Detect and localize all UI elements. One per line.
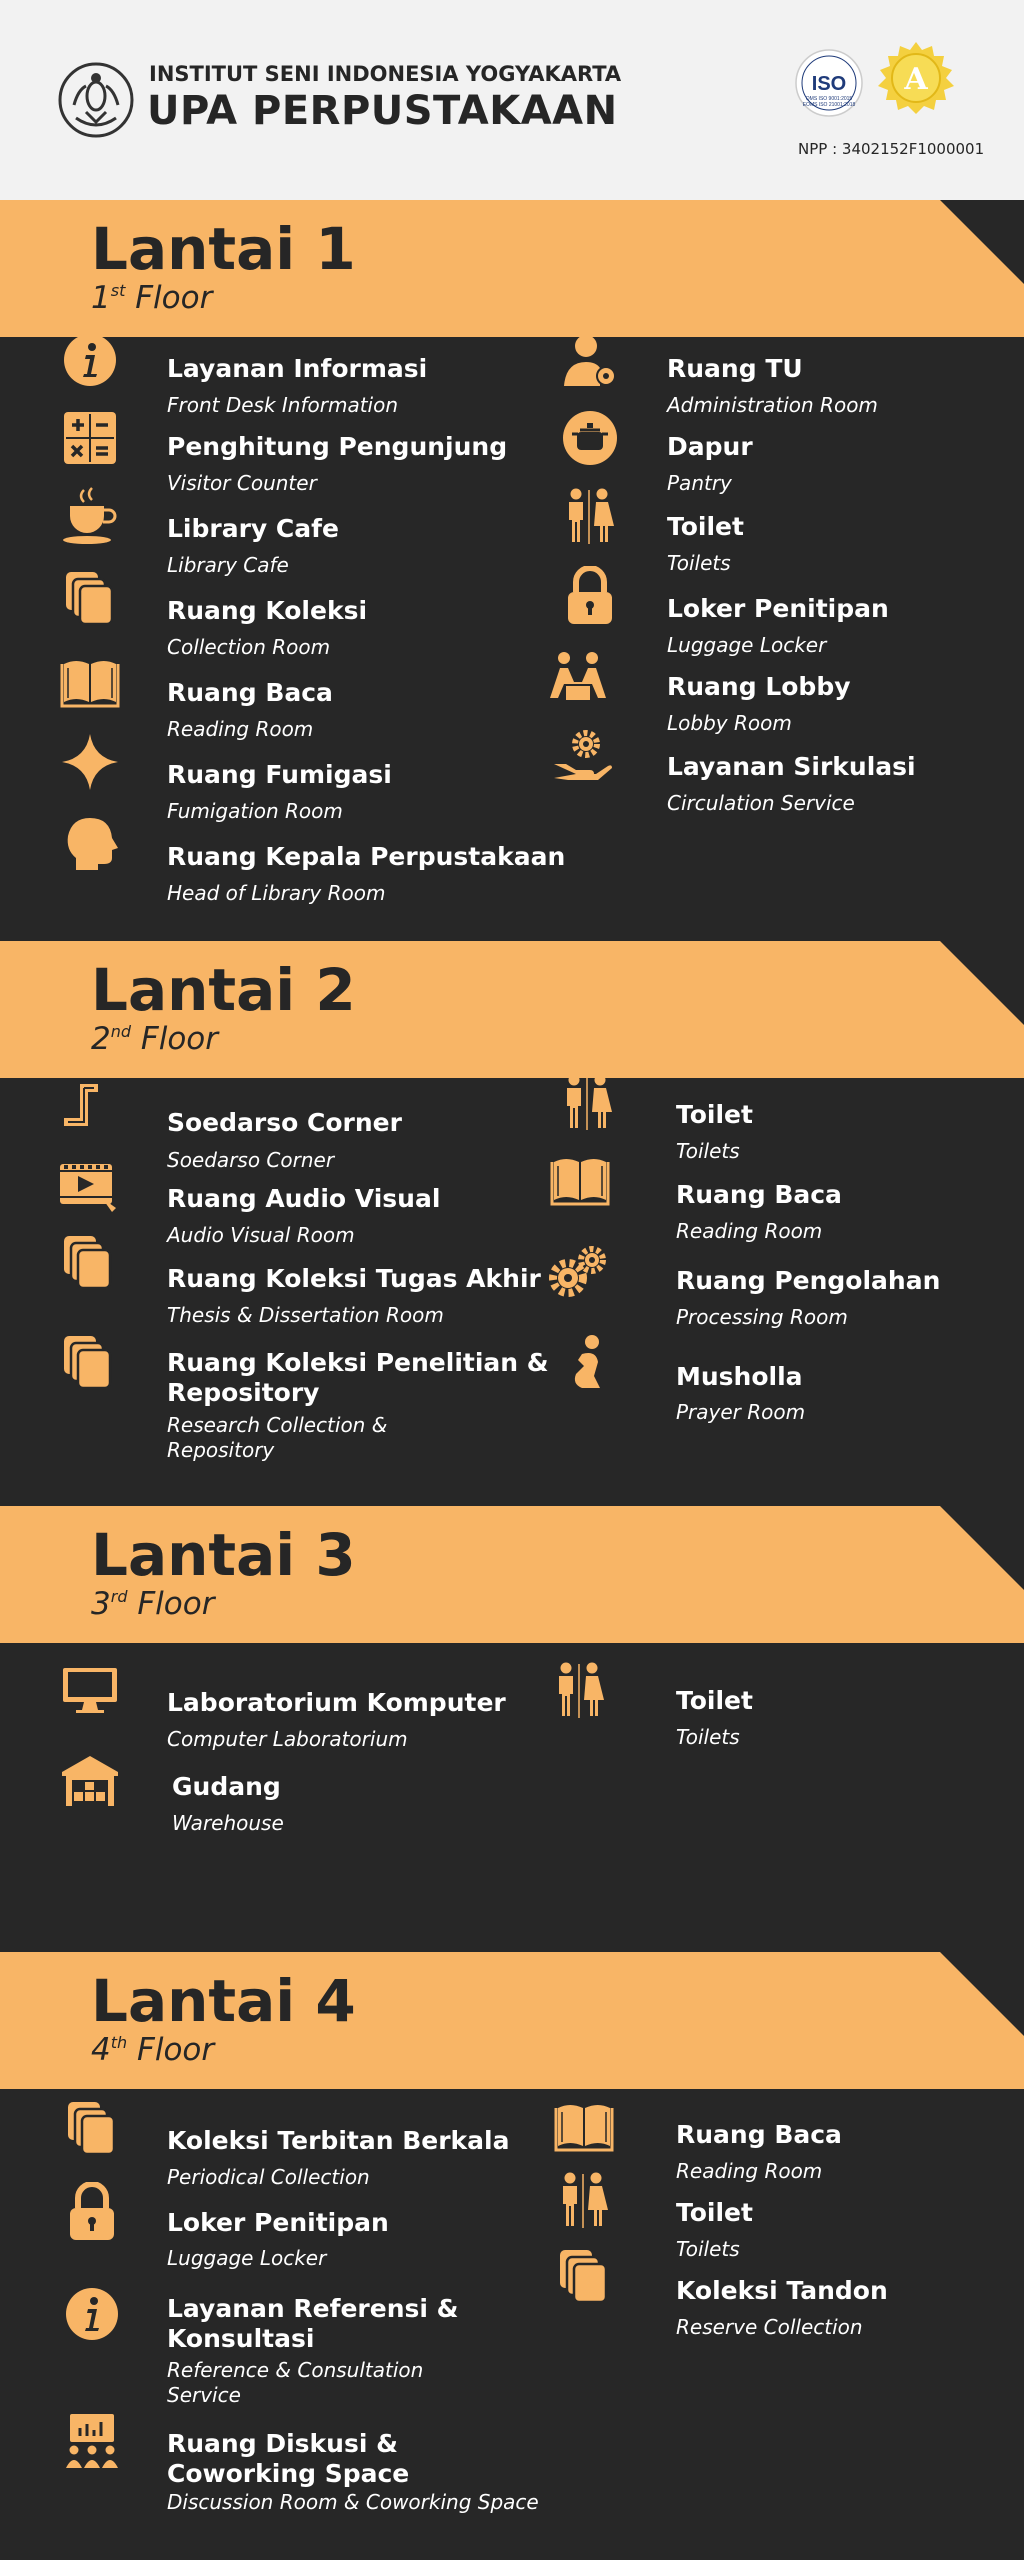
gear-hand-icon [552,724,612,784]
room-name: Toilet [676,1686,753,1715]
room-name: Ruang Diskusi & [167,2429,398,2458]
room-english-name-line-2: Service [167,2383,241,2407]
room-english-name: Reading Room [167,717,314,741]
room-name: Ruang Pengolahan [676,1266,941,1295]
floor-title: Lantai 4 [91,1967,356,2035]
padlock-icon [560,566,620,626]
room-english-name: Circulation Service [667,791,855,815]
room-name: Toilet [676,2198,753,2227]
toilet-icon [560,486,620,546]
stacked-pages-icon [58,1232,118,1292]
open-book-icon [60,650,120,710]
room-english-name: Toilets [667,551,731,575]
floor-word: Floor [131,1021,219,1057]
room-name: Layanan Informasi [167,354,428,383]
open-book-icon [554,2094,614,2154]
gears-icon [548,1242,608,1302]
room-english-name: Toilets [676,2237,740,2261]
page-header [0,0,1024,200]
room-english-name: Reading Room [676,2159,823,2183]
room-english-name: Reading Room [676,1219,823,1243]
room-english-name: Periodical Collection [167,2165,370,2189]
npp-number: NPP : 3402152F1000001 [798,140,985,158]
room-english-name: Pantry [667,471,732,495]
room-name: Penghitung Pengunjung [167,432,508,461]
iso-certification-logo [794,48,864,122]
isi-logo-icon [56,60,136,140]
admin-user-icon [560,330,620,390]
floor-ordinal-suffix: rd [110,1587,128,1606]
floor-subtitle [91,1021,219,1057]
toilet-icon [554,2170,614,2230]
accreditation-grade: A [904,62,928,97]
corner-icon [58,1080,118,1140]
room-english-name: Library Cafe [167,553,289,577]
stacked-pages-icon [58,1332,118,1392]
room-name: Musholla [676,1362,803,1391]
padlock-icon [62,2182,122,2242]
floor-number: 1 [91,280,111,316]
open-book-icon [550,1148,610,1208]
room-name: Toilet [667,512,744,541]
room-name: Ruang Baca [167,678,333,707]
room-name: Soedarso Corner [167,1108,402,1137]
room-english-name: Luggage Locker [667,633,827,657]
room-name: Toilet [676,1100,753,1129]
room-english-name: Warehouse [172,1811,284,1835]
iso-cert-line-1: QMS ISO 9001:2015 [805,96,853,102]
unit-name: UPA PERPUSTAKAAN [147,88,618,134]
sparkle-icon [60,732,120,792]
floor-ordinal-suffix: th [110,2033,128,2052]
room-english-name: Reserve Collection [676,2315,863,2339]
floor-subtitle [91,280,213,316]
room-english-name: Processing Room [676,1305,848,1329]
room-name: Ruang Kepala Perpustakaan [167,842,566,871]
room-name: Ruang Baca [676,1180,842,1209]
floor-ordinal-suffix: st [110,281,126,300]
room-name: Ruang Lobby [667,672,851,701]
floor-number: 2 [91,1021,111,1057]
room-english-name-line-2: Repository [167,1438,275,1462]
room-english-name: Audio Visual Room [167,1223,355,1247]
accreditation-badge-icon [876,40,956,120]
room-english-name: Head of Library Room [167,881,386,905]
room-name: Layanan Sirkulasi [667,752,916,781]
iso-logo-text: ISO [811,73,847,95]
room-name: Koleksi Terbitan Berkala [167,2126,510,2155]
institution-name: INSTITUT SENI INDONESIA YOGYAKARTA [149,62,622,86]
cooking-pot-icon [560,408,620,468]
floor-word: Floor [127,1586,215,1622]
film-icon [58,1158,118,1218]
warehouse-icon [60,1750,120,1810]
room-english-name: Research Collection & [167,1413,388,1437]
room-name: Ruang TU [667,354,803,383]
room-english-name: Collection Room [167,635,331,659]
floor-title: Lantai 2 [91,956,356,1024]
room-english-name: Toilets [676,1725,740,1749]
toilet-icon [550,1660,610,1720]
room-name: Ruang Koleksi Penelitian & [167,1348,549,1377]
room-english-name: Computer Laboratorium [167,1727,408,1751]
room-english-name: Lobby Room [667,711,792,735]
room-name: Koleksi Tandon [676,2276,888,2305]
floor-word: Floor [127,2032,215,2068]
room-name: Ruang Fumigasi [167,760,392,789]
room-name: Laboratorium Komputer [167,1688,506,1717]
room-name-line-2: Repository [167,1378,320,1407]
iso-cert-line-2: EOMS ISO 21001:2018 [802,102,856,108]
lobby-people-icon [548,646,608,706]
calculator-icon [60,408,120,468]
coffee-cup-icon [60,486,120,546]
room-name: Loker Penitipan [667,594,889,623]
room-name-line-2: Coworking Space [167,2459,410,2488]
room-name: Ruang Baca [676,2120,842,2149]
room-english-name: Luggage Locker [167,2246,327,2270]
room-name: Ruang Koleksi Tugas Akhir [167,1264,541,1293]
floor-number: 3 [91,1586,111,1622]
room-name-line-2: Konsultasi [167,2324,315,2353]
floor-word: Floor [125,280,213,316]
room-english-name: Discussion Room & Coworking Space [167,2490,539,2514]
room-english-name: Front Desk Information [167,393,399,417]
stacked-pages-icon [62,2098,122,2158]
room-name: Dapur [667,432,753,461]
floor-number: 4 [91,2032,111,2068]
toilet-icon [558,1072,618,1132]
discussion-icon [62,2410,122,2470]
floor-title: Lantai 1 [91,215,356,283]
floor-title: Lantai 3 [91,1521,356,1589]
room-name: Library Cafe [167,514,339,543]
room-name: Ruang Koleksi [167,596,368,625]
info-icon [62,2284,122,2344]
prayer-icon [558,1332,618,1392]
monitor-icon [60,1660,120,1720]
room-english-name: Fumigation Room [167,799,343,823]
stacked-pages-icon [60,568,120,628]
floor-subtitle [91,1586,215,1622]
room-english-name: Prayer Room [676,1400,806,1424]
room-english-name: Visitor Counter [167,471,317,495]
room-name: Gudang [172,1772,281,1801]
room-name: Ruang Audio Visual [167,1184,441,1213]
room-english-name: Reference & Consultation [167,2358,424,2382]
room-english-name: Toilets [676,1139,740,1163]
floor-ordinal-suffix: nd [110,1022,132,1041]
floor-subtitle [91,2032,215,2068]
room-name: Loker Penitipan [167,2208,389,2237]
room-english-name: Thesis & Dissertation Room [167,1303,444,1327]
room-english-name: Soedarso Corner [167,1148,335,1172]
info-icon [60,330,120,390]
room-name: Layanan Referensi & [167,2294,459,2323]
stacked-pages-icon [554,2246,614,2306]
room-english-name: Administration Room [667,393,878,417]
head-icon [60,814,120,874]
